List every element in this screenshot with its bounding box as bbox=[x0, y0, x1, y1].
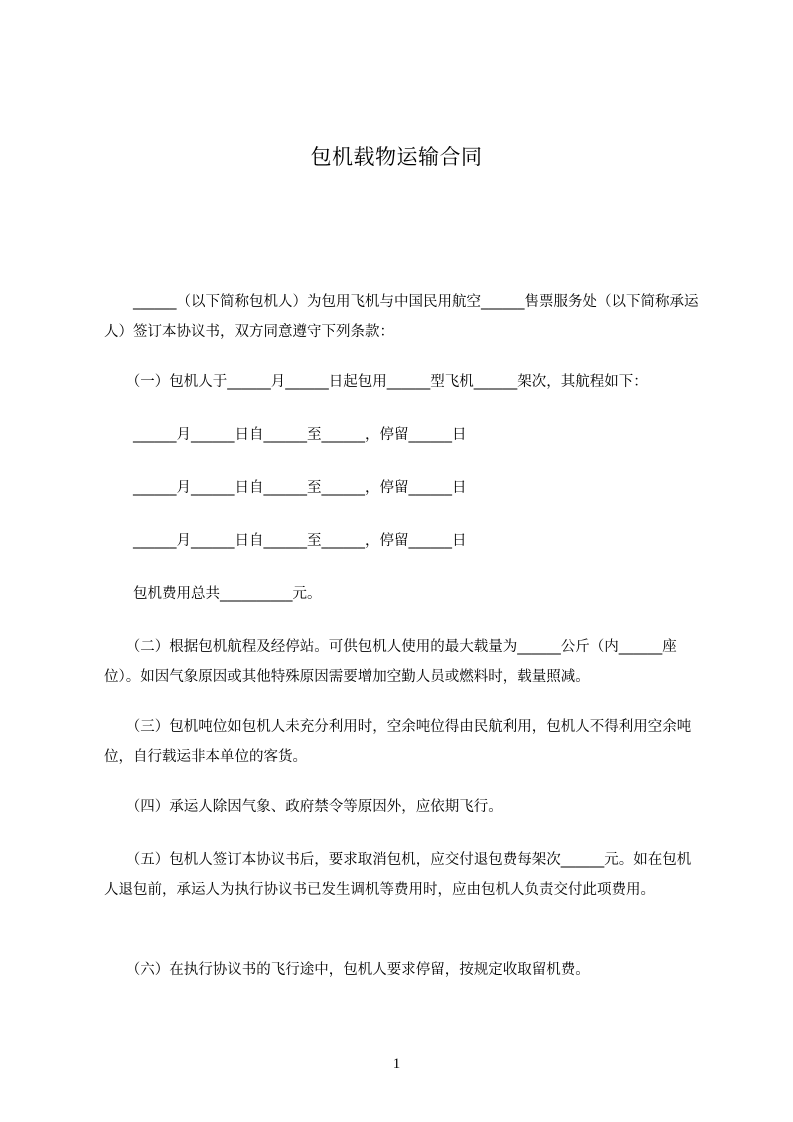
itinerary-line-2: ______月______日自______至______，停留______日 bbox=[104, 480, 467, 496]
itinerary-line-3: ______月______日自______至______，停留______日 bbox=[104, 533, 467, 549]
paragraph-clause-4: （四）承运人除因气象、政府禁令等原因外，应依期飞行。 bbox=[104, 799, 503, 815]
page-number: 1 bbox=[392, 1056, 401, 1072]
document-title: 包机载物运输合同 bbox=[310, 145, 483, 169]
paragraph-clause-3: （三）包机吨位如包机人未充分利用时，空余吨位得由民航利用，包机人不得利用空余吨位，自行载运非本单位的客货。 bbox=[104, 719, 692, 765]
paragraph-intro: ______（以下简称包机人）为包用飞机与中国民用航空______售票服务处（以下简称承运人）签订本协议书，双方同意遵守下列条款： bbox=[104, 294, 699, 340]
itinerary-line-1: ______月______日自______至______，停留______日 bbox=[104, 427, 467, 443]
paragraph-clause-1: （一）包机人于______月______日起包用______型飞机______架次，其航程如下： bbox=[104, 374, 648, 390]
paragraph-clause-6: （六）在执行协议书的飞行途中，包机人要求停留，按规定收取留机费。 bbox=[104, 962, 590, 978]
paragraph-clause-5: （五）包机人签订本协议书后，要求取消包机，应交付退包费每架次______元。如在包机人退包前，承运人为执行协议书已发生调机等费用时，应由包机人负责交付此项费用。 bbox=[104, 852, 692, 898]
charter-fee-total: 包机费用总共__________元。 bbox=[104, 586, 322, 602]
paragraph-clause-2: （二）根据包机航程及经停站。可供包机人使用的最大载量为______公斤（内______座位）。如因气象原因或其他特殊原因需要增加空勤人员或燃料时，载量照减。 bbox=[104, 639, 677, 685]
